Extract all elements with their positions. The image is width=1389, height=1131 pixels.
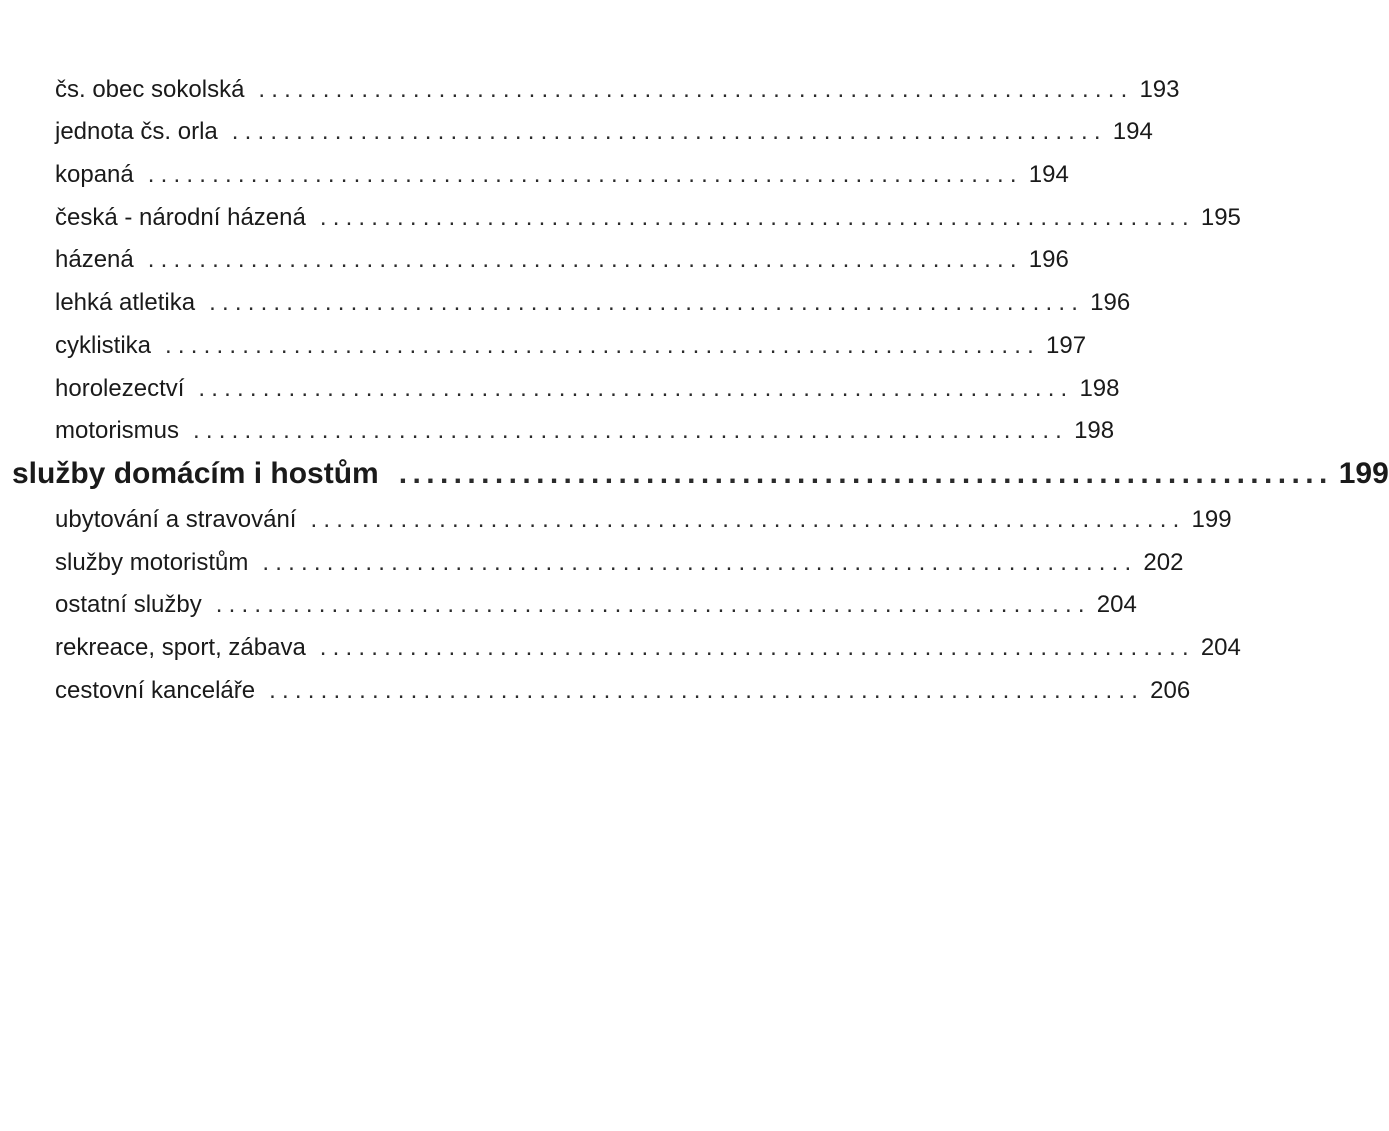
toc-entry-page: 204 <box>1200 633 1241 661</box>
dot-leader: .................................................................... <box>209 289 1085 317</box>
table-of-contents <box>0 64 1389 708</box>
dot-leader: .................................................................... <box>310 505 1186 533</box>
toc-entry-title: horolezectví <box>55 374 185 402</box>
toc-entry <box>0 320 1087 363</box>
toc-entry <box>0 537 1184 580</box>
toc-entry-page: 197 <box>1046 331 1087 359</box>
toc-section-page: 199 <box>1338 457 1389 491</box>
toc-entry-title: čs. obec sokolská <box>55 75 245 103</box>
toc-entry-title: házená <box>55 246 134 274</box>
toc-entry <box>0 235 1069 278</box>
dot-leader: .................................................................... <box>319 203 1195 231</box>
toc-entry-title: kopaná <box>55 161 134 189</box>
toc-entry <box>0 277 1131 320</box>
toc-entry-page: 198 <box>1074 417 1115 445</box>
toc-entry <box>0 363 1120 406</box>
dot-leader: .................................................................... <box>262 548 1138 576</box>
toc-entry-title: motorismus <box>55 417 180 445</box>
dot-leader: .................................................................... <box>215 591 1091 619</box>
toc-entry-title: cyklistika <box>55 331 152 359</box>
dot-leader: .................................................................... <box>165 331 1041 359</box>
dot-leader: .................................................................... <box>147 161 1023 189</box>
dot-leader: .................................................................... <box>319 633 1195 661</box>
toc-entry-page: 204 <box>1096 591 1137 619</box>
dot-leader: .................................................................... <box>198 374 1074 402</box>
toc-entry <box>0 580 1137 623</box>
dot-leader: .................................................................... <box>193 417 1069 445</box>
toc-section-title: služby domácím i hostům <box>12 457 379 491</box>
toc-section-heading <box>0 448 1389 494</box>
dot-leader: .................................................................... <box>269 676 1145 704</box>
toc-entry-title: česká - národní házená <box>55 203 306 231</box>
toc-entry <box>0 64 1180 107</box>
toc-entry-page: 206 <box>1150 676 1191 704</box>
toc-entry-title: cestovní kanceláře <box>55 676 256 704</box>
toc-entry-page: 195 <box>1200 203 1241 231</box>
toc-entry-title: ostatní služby <box>55 591 202 619</box>
toc-entry-title: jednota čs. orla <box>55 118 218 146</box>
toc-entry-page: 196 <box>1028 246 1069 274</box>
toc-entry-page: 196 <box>1090 289 1131 317</box>
dot-leader: .................................................................... <box>398 457 1333 491</box>
toc-entry-page: 199 <box>1191 505 1232 533</box>
toc-entry <box>0 107 1153 150</box>
dot-leader: .................................................................... <box>147 246 1023 274</box>
toc-entry-title: lehká atletika <box>55 289 196 317</box>
toc-entry-page: 194 <box>1112 118 1153 146</box>
toc-entry <box>0 622 1241 665</box>
dot-leader: .................................................................... <box>258 75 1134 103</box>
toc-entry-page: 198 <box>1079 374 1120 402</box>
toc-entry <box>0 149 1069 192</box>
toc-entry <box>0 665 1191 708</box>
toc-entry-page: 194 <box>1028 161 1069 189</box>
toc-entry-page: 193 <box>1139 75 1180 103</box>
toc-entry <box>0 192 1241 235</box>
dot-leader: .................................................................... <box>231 118 1107 146</box>
toc-entry-title: služby motoristům <box>55 548 249 576</box>
toc-entry-title: ubytování a stravování <box>55 505 297 533</box>
toc-entry <box>0 494 1232 537</box>
toc-entry-title: rekreace, sport, zábava <box>55 633 306 661</box>
toc-entry <box>0 406 1115 449</box>
toc-entry-page: 202 <box>1143 548 1184 576</box>
